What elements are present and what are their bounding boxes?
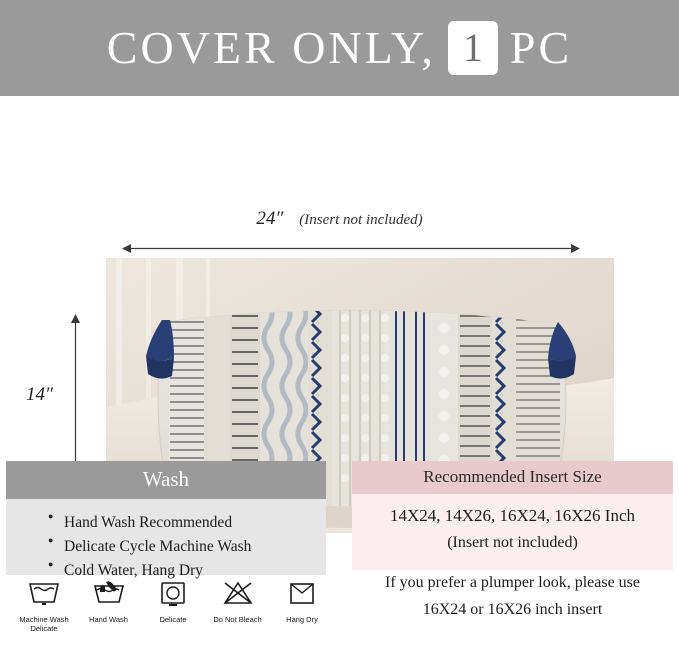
insert-panel: [352, 461, 673, 570]
banner-quantity-value: 1: [462, 25, 483, 70]
hang-dry-icon: [270, 573, 334, 613]
insert-not-included-note: (Insert not included): [299, 212, 423, 228]
care-symbol-hand-wash: [77, 573, 141, 634]
width-label-row: [0, 208, 679, 230]
list-item: ● Cold Water, Hang Dry: [64, 559, 326, 583]
wash-panel: [6, 461, 326, 580]
list-item: ● Hand Wash Recommended: [64, 511, 326, 535]
insert-tip-line2: 16X24 or 16X26 inch insert: [422, 601, 603, 619]
insert-tip: [352, 569, 673, 623]
insert-tip-line1: If you prefer a plumper look, please use: [384, 574, 640, 591]
info-panels: [0, 461, 679, 661]
banner-text-right: PC: [509, 22, 573, 73]
insert-panel-body: [352, 494, 673, 570]
banner-text-left: COVER ONLY,: [106, 22, 436, 73]
hand-wash-icon: [77, 573, 141, 613]
header-banner: [0, 0, 679, 96]
machine-wash-delicate-icon: [12, 573, 76, 613]
width-dimension-value: 24″: [256, 208, 284, 229]
header-banner-content: [107, 21, 572, 75]
do-not-bleach-icon: [206, 573, 270, 613]
wash-panel-title: Wash: [6, 461, 326, 499]
width-arrow: [122, 241, 580, 252]
care-symbol-label: Hang Dry: [286, 615, 318, 624]
care-symbol-row: [8, 573, 338, 634]
height-dimension-value: 14″: [26, 384, 53, 405]
delicate-icon: [141, 573, 205, 613]
care-symbol-label: Machine Wash Delicate: [19, 615, 69, 634]
insert-sizes: 14X24, 14X26, 16X24, 16X26 Inch: [389, 506, 636, 525]
care-symbol-label: Delicate: [159, 615, 187, 624]
dimension-diagram: [0, 96, 679, 461]
list-item: ● Delicate Cycle Machine Wash: [64, 535, 326, 559]
care-symbol-do-not-bleach: [206, 573, 270, 634]
height-label: [26, 384, 53, 406]
care-symbol-label: Do Not Bleach: [213, 615, 262, 624]
care-symbol-delicate: [141, 573, 205, 634]
care-symbol-machine-wash-delicate: [12, 573, 76, 634]
care-symbol-hang-dry: [270, 573, 334, 634]
care-symbol-label: Hand Wash: [89, 615, 128, 624]
insert-panel-title: Recommended Insert Size: [352, 461, 673, 494]
banner-quantity-badge: [448, 21, 498, 75]
insert-note: (Insert not included): [447, 534, 578, 551]
wash-panel-body: [6, 499, 326, 580]
